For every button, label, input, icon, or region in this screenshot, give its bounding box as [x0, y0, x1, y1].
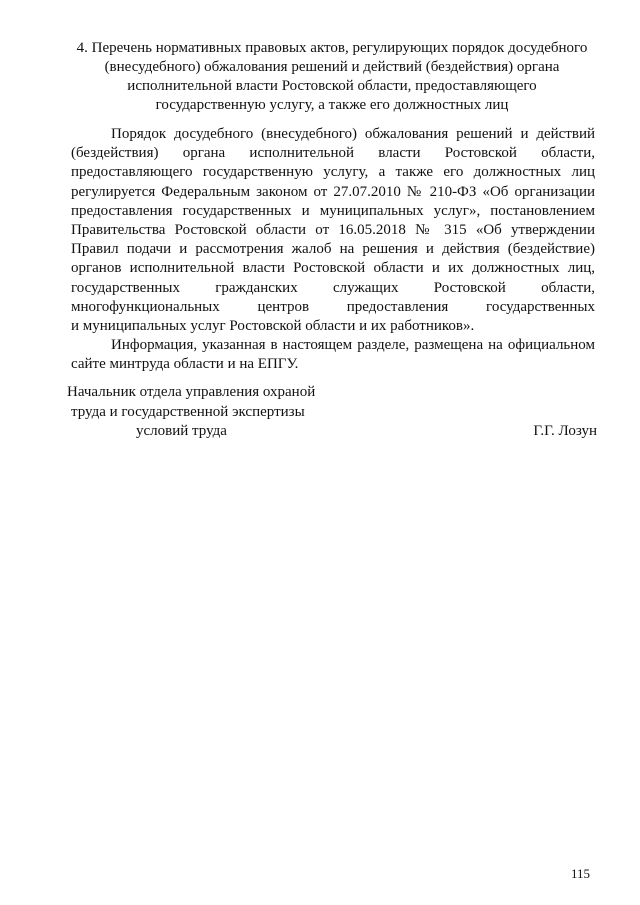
- paragraph-1-line-6: Правительства Ростовской области от 16.05.2018 № 315 «Об утверждении: [71, 222, 595, 239]
- paragraph-1-line-9: государственных гражданских служащих Ростовской области,: [71, 279, 595, 296]
- signature-block: [67, 383, 597, 442]
- signature-row: [67, 422, 597, 442]
- paragraph-2-line-2: сайте минтруда области и на ЕПГУ.: [71, 356, 299, 373]
- paragraph-1-line-5: предоставления государственных и муниципальных услуг», постановлением: [71, 202, 595, 219]
- paragraph-1-line-8: органов исполнительной власти Ростовской области и их должностных лиц,: [71, 260, 595, 277]
- paragraph-2-line-1: Информация, указанная в настоящем разделе, размещена на официальном: [111, 337, 595, 354]
- paragraph-legal-acts: [71, 125, 595, 336]
- heading-line-3: исполнительной власти Ростовской области, предоставляющего: [127, 78, 537, 94]
- paragraph-1-line-4: регулируется Федеральным законом от 27.07.2010 № 210-ФЗ «Об организации: [71, 183, 595, 200]
- signatory-name: Г.Г. Лозун: [533, 423, 597, 439]
- heading-line-1: 4. Перечень нормативных правовых актов, регулирующих порядок досудебного: [76, 40, 588, 56]
- paragraph-1-line-10: многофункциональных центров предоставления государственных: [71, 298, 595, 315]
- paragraph-1-line-1: Порядок досудебного (внесудебного) обжалования решений и действий: [111, 126, 595, 142]
- heading-line-4: государственную услугу, а также его должностных лиц: [155, 97, 509, 113]
- paragraph-1-line-11: и муниципальных услуг Ростовской области и их работников».: [71, 318, 475, 335]
- paragraph-1-line-2: (бездействия) органа исполнительной власти Ростовской области,: [71, 145, 595, 162]
- section-heading: [66, 39, 598, 115]
- heading-line-2: (внесудебного) обжалования решений и действий (бездействия) органа: [104, 59, 560, 75]
- document-body: [71, 125, 595, 375]
- signatory-title-line-1: Начальник отдела управления охраной: [67, 384, 316, 400]
- paragraph-information-location: [71, 336, 595, 374]
- page-number: 115: [571, 866, 591, 881]
- signatory-title-line-2: труда и государственной экспертизы: [71, 403, 305, 420]
- signatory-title-line-3: условий труда: [136, 423, 227, 439]
- paragraph-1-line-3: предоставляющего государственную услугу, а также его должностных лиц: [71, 164, 595, 181]
- paragraph-1-line-7: Правил подачи и рассмотрения жалоб на решения и действия (бездействие): [71, 241, 595, 258]
